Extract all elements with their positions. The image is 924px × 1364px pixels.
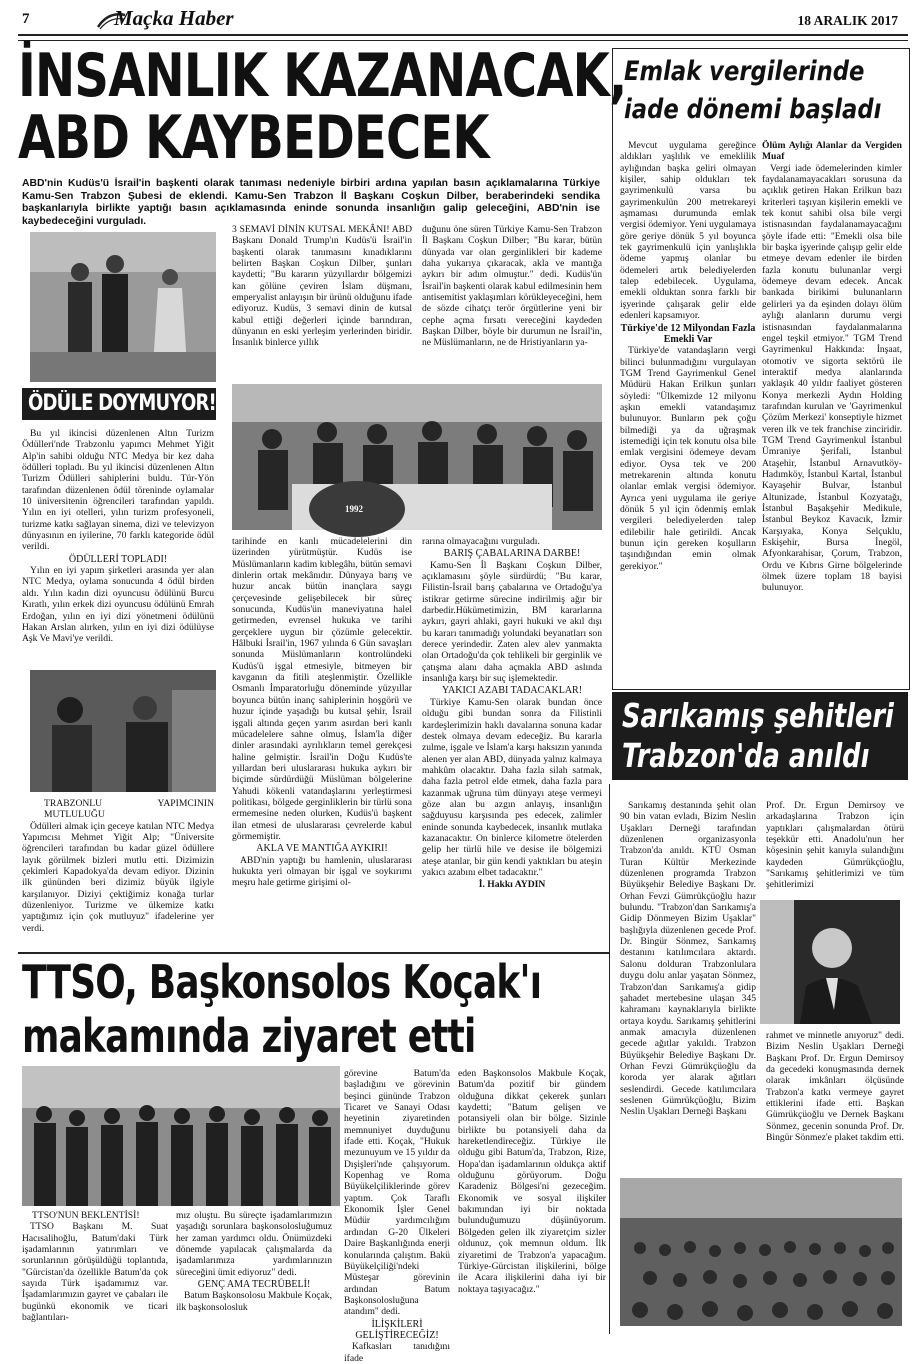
- award-subhead-1: ÖDÜLLERİ TOPLADI!: [68, 553, 168, 565]
- ttso-col2: [176, 1210, 332, 1334]
- masthead: [96, 5, 244, 31]
- main-col1-text: 3 SEMAVİ DİNİN KUTSAL MEKÂNI! ABD Başkanı Donald Trump'ın Kudüs'ü İsrail'in başkenti olarak tanımasını kınadıklarını belirten Başkan Coşkun Dilber, şunları kaydetti; "Bu kararın yüzyıllardır bölgemizi kan gölüne çeviren İslam düşmanı, emperyalist anlayışın bir ürünü olduğunu ifade ediyoruz. Kudüs, 3 semavi dinin de kutsal kabul ettiği değerleri içinde barındıran, dünyanın en eski yerleşim yerlerinden biridir. İnsanlık binlerce yıllık: [232, 224, 412, 349]
- main-col1b-end: ABD'nin yaptığı bu hamlenin, uluslararası hukukta yeri olmayan bir işgal ve soykırımı meşru hale getirme girişimi ol-: [232, 854, 412, 889]
- emlak-col2: [762, 140, 902, 682]
- audience-photo: [620, 1178, 902, 1326]
- ttso-col2-text: mız oluştu. Bu süreçte işadamlarımızın yaşadığı sorunlara başkonsolosluğumuz her zaman yardımcı oldu. Önümüzdeki dönemde yapılacak çalışmalarda da işadamlarımıza yardımlarınızın süreceğini ümit ediyoruz" dedi.: [176, 1210, 332, 1278]
- ttso-col3-subhead: İLİŞKİLERİ GELİŞTİRECEĞİZ!: [355, 1318, 439, 1341]
- main-lead: ABD'nin Kudüs'ü İsrail'in başkenti olarak tanıması nedeniyle birbiri ardına yapılan basın açıklamalarına Türkiye Kamu-Sen Trabzon Şubesi de eklendi. Kamu-Sen Trabzon İl Başkanı Coşkun Dilber, beraberindeki sendika başkanlarıyla birlikte yaptığı basın açıklamasında eninde sonunda insanlığın galip geleceğini, ABD'nin ise kaybedeceğini vurguladı.: [22, 178, 600, 227]
- award-banner-text: ÖDÜLE DOYMUYOR!: [28, 391, 216, 416]
- main-col2b-subhead-2: YAKICI AZABI TADACAKLAR!: [441, 685, 583, 697]
- main-col2b-text: rarına olmayacağını vurguladı.: [422, 536, 540, 547]
- award-photo-figures: [30, 232, 216, 382]
- ttso-visit-figures: [22, 1066, 340, 1206]
- award-paragraph-2: Yılın en iyi yapım şirketleri arasında yer alan NTC Medya, oylama sonucunda 4 ödül birden aldı. Yılın kadın dizi oyuncusu ödülünü Burcu Kıratlı, yılın erkek dizi oyuncusu ödülünü Emrah Erdoğan, yılın en iyi dizi yönetmeni ödülünü Hakan Arslan alırken, yılın en iyi dizi ödülüyse Aşk Ve Mavi'ye verildi.: [22, 565, 214, 645]
- main-col2-text: duğunu öne süren Türkiye Kamu-Sen Trabzon İl Başkanı Coşkun Dilber; "Bu karar, bütün dünyada var olan gerginlikleri bir kademe daha yukarıya çıkaracak, akla ve mantığa aykırı bir adım olmuştur." dedi. Kudüs'ün İsrail'in başkenti olarak kabul edilmesinin hem antisemitist yaklaşımları körükleyeceğini, hem de sözde cihatçı terör örgütlerine yeni bir cephe açma fırsatı vereceğini kaydeden Başkan Dilber, böyle bir durumun ne İsrail'in, ne Müslümanların, ne de Hristiyanların ya-: [422, 224, 602, 349]
- main-divider: [18, 952, 610, 954]
- ttso-col2-text2: Batum Başkonsolosu Makbule Koçak, ilk başkonsolosluk: [176, 1290, 332, 1313]
- main-headline-line2: ABD KAYBEDECEK: [18, 103, 489, 173]
- award-text: [22, 428, 214, 660]
- ttso-col2-subhead: GENÇ AMA TECRÜBELİ!: [197, 1279, 311, 1291]
- award-subhead-2: TRABZONLU YAPIMCININ MUTLULUĞU: [44, 798, 214, 821]
- main-col1b-subhead: AKLA VE MANTIĞA AYKIRI!: [256, 843, 388, 855]
- emlak-col1-subhead: Türkiye'de 12 Milyondan Fazla Emekli Var: [620, 322, 756, 345]
- press-conference-photo: [232, 384, 602, 530]
- sarikamis-headline-line2: Trabzon'da anıldı: [622, 736, 870, 775]
- main-col1b: [232, 536, 412, 948]
- issue-date: 18 ARALIK 2017: [797, 13, 898, 28]
- sarikamis-col2-top-text: Prof. Dr. Ergun Demirsoy ve arkadaşlarına Trabzon için yaptıkları çalışmalardan ötürü teşekkür etti. Anadolu'nun her köşesinin şehit kanıyla sulandığını kaydeden Gümrükçüoğlu, "Sarıkamış şehitlerimizi ve tüm şehitlerimizi: [766, 800, 904, 891]
- main-col2b-text-2: Türkiye Kamu-Sen olarak bundan önce olduğu gibi bundan sonra da Filistinli kardeşlerimizin haklı davalarına sonuna kadar destek olmaya devam edeceğiz. Bu kararla zulme, işgale ve İslam'a karşı haksızın yanında alenen yer alan ABD, dünyada yalnız kalmaya mahkûm olacaktır. Daha fazla silah satmak, daha fazla petrol elde etmek, daha fazla para kazanmak uğruna tüm dünyayı ateşe vermeyi göze alan bu azgın anlayış, insanlığın sağduyusu karşısında pes edecek, zalimler eninde sonunda kaybedecek, insanlık mutlaka kazanacaktır. On binlerce kilometre ötelerden gelip her türlü hile ve desise ile bölgemizi ateşe atanlar, bir gün kendi yaktıkları bu ateşin yakıcı azabını elbet tadacaktır.": [422, 696, 602, 878]
- main-col2: [422, 224, 602, 384]
- emlak-headline-line2: iade dönemi başladı: [624, 94, 882, 125]
- emlak-col2-subhead: Ölüm Aylığı Alanlar da Vergiden Muaf: [762, 140, 902, 163]
- ttso-visit-photo: [22, 1066, 340, 1206]
- main-col2b: [422, 536, 602, 948]
- award-photo-2-figures: [30, 670, 216, 792]
- main-col1b-text: tarihinde en kanlı mücadelelerini din üzerinden yürütmüştür. Kudüs ise Müslümanların kadim kıblegâhı, bütün semavi dinlerin ortak mekânıdır. Dünyaya barış ve huzur ancak bütün inançlara saygı çerçevesinde gelişebilecek bir süreç sonucunda, Kudüs'ün maneviyatına halel getirmeden, evrensel hukuka ve tarihi gerçeklere uygun bir çözümle gelecektir. Hâlbuki İsrail'in, 1967 yılında 6 Gün savaşları sonunda Müslümanların kontrolündeki Kudüs'ü işgal etmesiyle, bitmeyen bir kavganın da fitili ateşlenmiştir. Özellikle Osmanlı İmparatorluğu döneminde yüzyıllar boyunca bütün inanç sahiplerinin hoşgörü ve huzur içinde yaşadığı bu kutsal şehir, İsrail işgali altında geçen yarım asırdan beri kanlı mücadelelere sahne olmuş, İslam'la diğer dinler arasındaki ayrılıkların temel gerekçesi haline gelmiştir. İsrail'in Doğu Kudüs'te yıllardan beri uluslararası hukuka aykırı bir biçimde sürdürdüğü Müslüman bölgelerine Yahudi kökenli vatandaşlarını yerleştirmesi politikası, bölgede gerginliklerin bir türlü sona ermemesine neden olurken, Kudüs'ü başkent ilan etmesi de uluslararası çevrelerde kabul görmemiştir.: [232, 536, 412, 842]
- page-number: 7: [22, 11, 30, 27]
- sarikamis-col2-top: [766, 800, 904, 896]
- ttso-headline-line2: makamında ziyaret etti: [22, 1009, 476, 1063]
- ttso-col4: [458, 1068, 606, 1334]
- emlak-headline-line1: Emlak vergilerinde: [624, 56, 865, 87]
- audience-figures: [620, 1178, 902, 1326]
- main-col1: [232, 224, 412, 384]
- press-banner-year: 1992: [345, 504, 363, 514]
- award-photo: [30, 232, 216, 382]
- press-conference-figures: [232, 384, 602, 530]
- main-headline-line1: İNSANLIK KAZANACAK,: [18, 41, 627, 111]
- speaker-figure: [760, 900, 900, 1024]
- ttso-headline-line1: TTSO, Başkonsolos Koçak'ı: [22, 955, 542, 1009]
- main-col2b-subhead-1: BARIŞ ÇABALARINA DARBE!: [443, 548, 581, 560]
- emlak-col2-text: Vergi iade ödemelerinden kimler faydalanamayacakları sorusuna da açıklık getiren Hakan Erilkun bazı kriterleri taşıyan kişilerin emekli ve tek konut sahibi olsa bile vergi istisnasından faydalanamayacağını şöyle ifade etti: "Emekli olsa bile bir başka işyerinde çalışıp gelir elde etmeye devam edenler ile birden fazla konutu bulunanlar vergi ödemeye devam edecek. Ancak bankada birikimi bulunanların gelirleri ya da eşinden dolayı ölüm aylığı alanların durumu vergi istisnasından faydalanmalarına engel teşkil etmiyor." TGM Trend Gayrimenkul Hakkında: İnşaat, otomotiv ve sigorta sektörü ile interaktif medya alanlarında yaklaşık 40 yıldır faaliyet gösteren Konya merkezli Aydın Holding tarafından kurulan ve 'Gayrimenkul Çözüm Merkezi' konseptiyle hizmet veren ilk ve tek franchise zinciridir. TGM Trend Gayrimenkul İstanbul Ümraniye Şerifali, İstanbul Ataşehir, İstanbul Arnavutköy- Hadımköy, İstanbul Kartal, İstanbul Kayaşehir Bulvar, İstanbul Altunizade, İstanbul Kozyatağı, İstanbul Başakşehir Medikule, İstanbul Beykoz Kavacık, İzmir Karşıyaka, Konya Selçuklu, Eskişehir, Bursa İnegöl, Afyonkarahisar, Çorum, Trabzon, Ordu ve Kıbrıs Girne bölgelerinde ölmek üzere toplam 18 bayisi bulunuyor.: [762, 162, 902, 594]
- emlak-col1-text2: Türkiye'de vatandaşların vergi bilinci bulunmadığını vurgulayan TGM Trend Gayrimenkul Genel Müdürü Hakan Erilkun şunları söyledi: "Ülkemizde 12 milyonu aşkın emekli vatandaşımız bulunuyor. Bunların pek çoğu bilmediği ya da uğraşmak istemediği için tek konutu olsa bile emlak vergisini ödemeye devam ediyor. Oysa tek ve 200 metrekarenin altında konutu olanlar emlak vergisi ödemiyor. Ayrıca yeni uygulama ile geriye dönük 5 yıl için ödenmiş emlak vergileri belediyelerden talep edilebilir hale getirildi. Ancak bunun için gereken koşulların taşındığından emin olmak gerekiyor.": [620, 345, 756, 572]
- main-col2b-text-1: Kamu-Sen İl Başkanı Coşkun Dilber, açıklamasını şöyle sürdürdü; "Bu karar, Filistin-İsrail barış çabalarına ve Ortadoğu'ya istikrar getirme sürecine indirilmiş ağır bir darbedir.Hükümetimizin, BM kararlarına aykırı, gayri ahlaki, gayri hukuki ve akıl dışı bu kararı tanımadığı yolundaki beyanatları son derece yerindedir. Zaten alev alev yanmakta olan Ortadoğu'da çok tehlikeli bir gerginlik ve çatışma alanı daha açmakla ABD aslında insanlığa karşı bir suç işlemektedir.: [422, 559, 602, 685]
- emlak-col1-text: Mevcut uygulama gereğince aldıkları yaşlılık ve emeklilik aylığından başka geliri olmayan kişiler, sahip oldukları tek gayrimenkulü varsa bu gayrimenkulün 200 metrekareyi aşmaması durumunda emlak vergisi ödemiyor. Yeni uygulamaya göre geriye dönük 5 yıl boyunca tek gayrimenkulü için yanlışlıkla ödeme yapmış olanlar bu ödemeleri artık belediyelerden talep edebilecek. Uygulama, emekli olduktan sonra farklı bir işyerinde çalışarak gelir elde edenleri kapsamıyor.: [620, 140, 756, 322]
- ttso-col3-text2: Kafkasları tanıdığını ifade: [344, 1341, 450, 1364]
- award-text-2: [22, 798, 214, 948]
- ttso-col1-subhead: TTSO'NUN BEKLENTİSİ!: [32, 1210, 140, 1221]
- ttso-col4-text: eden Başkonsolos Makbule Koçak, Batum'da pozitif bir gündem olduğuna dikkat çekerek şunları kaydetti; "Batum gelişen ve potansiyeli olan bir bölge. Sizinle birlikte bu potansiyeli daha da hareketlendireceğiz. Türkiye ile olduğu gibi Batum'da, Trabzon, Rize, Hopa'dan işadamlarının oldukça aktif olduğunu görüyorum. Doğu Karadeniz Bölgesi'ni gezeceğim. Ekonomik ve sosyal ilişkiler bakımından iyi bir noktada bulunduğumuzu düşünüyorum. Bölgeden gelen ilk ziyaretçim sizler oldunuz, çok memnun oldum. İlk ziyaretimi de Trabzon'a yapacağım. Türkiye-Gürcistan ilişkilerini, bölge ile Acara ilişkilerini daha iyi bir noktaya taşıyacağız.": [458, 1068, 606, 1295]
- award-photo-2: [30, 670, 216, 792]
- sarikamis-col1: [620, 800, 756, 1172]
- sarikamis-col2-bottom: [766, 1030, 904, 1170]
- right-column-divider: [609, 784, 610, 1334]
- header-rule: [18, 34, 908, 36]
- award-banner: [22, 388, 216, 420]
- sarikamis-headline-line1: Sarıkamış şehitleri: [622, 696, 894, 735]
- ttso-col1: [22, 1210, 168, 1334]
- masthead-title: Maçka Haber: [114, 6, 234, 30]
- ttso-col1-text: TTSO Başkanı M. Suat Hacısalihoğlu, Batum'daki Türk işadamlarının yatırımları ve sorunlarının görüşüldüğü toplantıda, "Gürcistan'da özellikle Batum'da çok sayıda Türk işadamımız var. İşadamlarımızın gayret ve çabaları ile bugünkü ekonomik ve ticari bağlantıları-: [22, 1221, 168, 1324]
- sarikamis-banner: [612, 692, 908, 780]
- emlak-col1: [620, 140, 756, 682]
- sarikamis-col2-bottom-text: rahmet ve minnetle anıyoruz" dedi. Bizim Neslin Uşakları Derneği Başkanı Prof. Dr. Ergun Demirsoy da gecedeki konuşmasında dernek olarak imkânları ölçüsünde Trabzon'a katkı vermeye gayret ettiklerini ifade etti. Başkan Gümrükçüoğlu ve Dernek Başkanı Sönmez, gecenin sonunda Prof. Dr. Bingür Sönmez'e plaket takdim etti.: [766, 1030, 904, 1144]
- award-paragraph-1: Bu yıl ikincisi düzenlenen Altın Turizm Ödülleri'nde Trabzonlu yapımcı Mehmet Yiğit Alp'in sahibi olduğu NTC Medya bir kez daha ödülleri topladı. Bu yıl ikincisi düzenlenen Altın Turizm Ödülleri sahiplerini buldu. Tür-Yön tarafından düzenlenen ödül töreninde oylamalar 10 üniversitenin öğrencileri tarafından yapıldı. Yılın en iyi otelleri, yılın turizm profesyoneli, turizme katkı sağlayan sinema, dizi ve televizyon dünyasının en iyilerine, 70 farklı kategoride ödül verildi.: [22, 428, 214, 553]
- sarikamis-col1-text: Sarıkamış destanında şehit olan 90 bin vatan evladı, Bizim Neslin Uşakları Derneği tarafından düzenlenen organizasyonla Trabzon'da anıldı. KTÜ Osman Turan Kültür Merkezinde düzenlenen programda Trabzon Büyükşehir Belediye Başkanı Dr. Orhan Fevzi Gümrükçüoğlu hazır bulundu. "Trabzon'dan Sarıkamış'a Gidip Dönmeyen Bizim Uşaklar" başlığıyla düzenlenen gecede Prof. Dr. Bingür Sönmez, Sarıkamış destanını katılımcılara aktardı. Salonu dolduran Trabzonlulara duygu dolu anlar yaşatan Sönmez, Trabzon'dan Sarıkamış'a gidip şahadet mertebesine ulaşan 345 kahramanı kaynaklarıyla birlikte ortaya koydu. Sarıkamış şehitlerini anmak amacıyla düzenlenen gecede ağıtlar yakıldı. Trabzon Büyükşehir Belediye Başkanı Dr. Orhan Fevzi Gümrükçüoğlu da koroda yer alarak ağıtları seslendirdi. Gecede katılımcılara seslenen Gümrükçüoğlu, Bizim Neslin Uşakları Derneği Başkanı: [620, 800, 756, 1118]
- award-paragraph-3: Ödülleri almak için geceye katılan NTC Medya Yapımcısı Mehmet Yiğit Alp; "Üniversite öğrencileri tarafından bu kadar güzel ödüllere layık görülmek bizleri mutlu etti. Dizimizin çekimleri Kapadokya'da devam ediyor. Dizinin ilk gününden beri dizimiz büyük ilgiyle karşılanıyor. Diziyi çektiğimiz konağa turlar düzenleniyor. Turizme ve ülkemize katkı yaptığımız için çok mutluyuz" ifadelerine yer verdi.: [22, 820, 214, 934]
- ttso-col3-text: görevine Batum'da başladığını ve görevinin beşinci gününde Trabzon Ticaret ve Sanayi Odası heyetinin ziyaretinden memnuniyet duyduğunu ifade etti. Koçak, "Hukuk mezunuyum ve 15 yıldır da Dışişleri'nde çalışıyorum. Kopenhag ve Roma Büyükelçiliklerinde görev yaptım. Çok Taraflı Ekonomik İşler Genel Müdür yardımcılığım ardından G-20 Ülkeleri Daire Başkanlığında enerji konularında çalıştım. Bakü Büyükelçiliği'ndeki Müsteşar görevinin ardından Batum Başkonsolosluğuna atandım" dedi.: [344, 1068, 450, 1318]
- main-byline: İ. Hakkı AYDIN: [478, 879, 546, 891]
- ttso-col3: [344, 1068, 450, 1364]
- speaker-photo: [760, 900, 900, 1024]
